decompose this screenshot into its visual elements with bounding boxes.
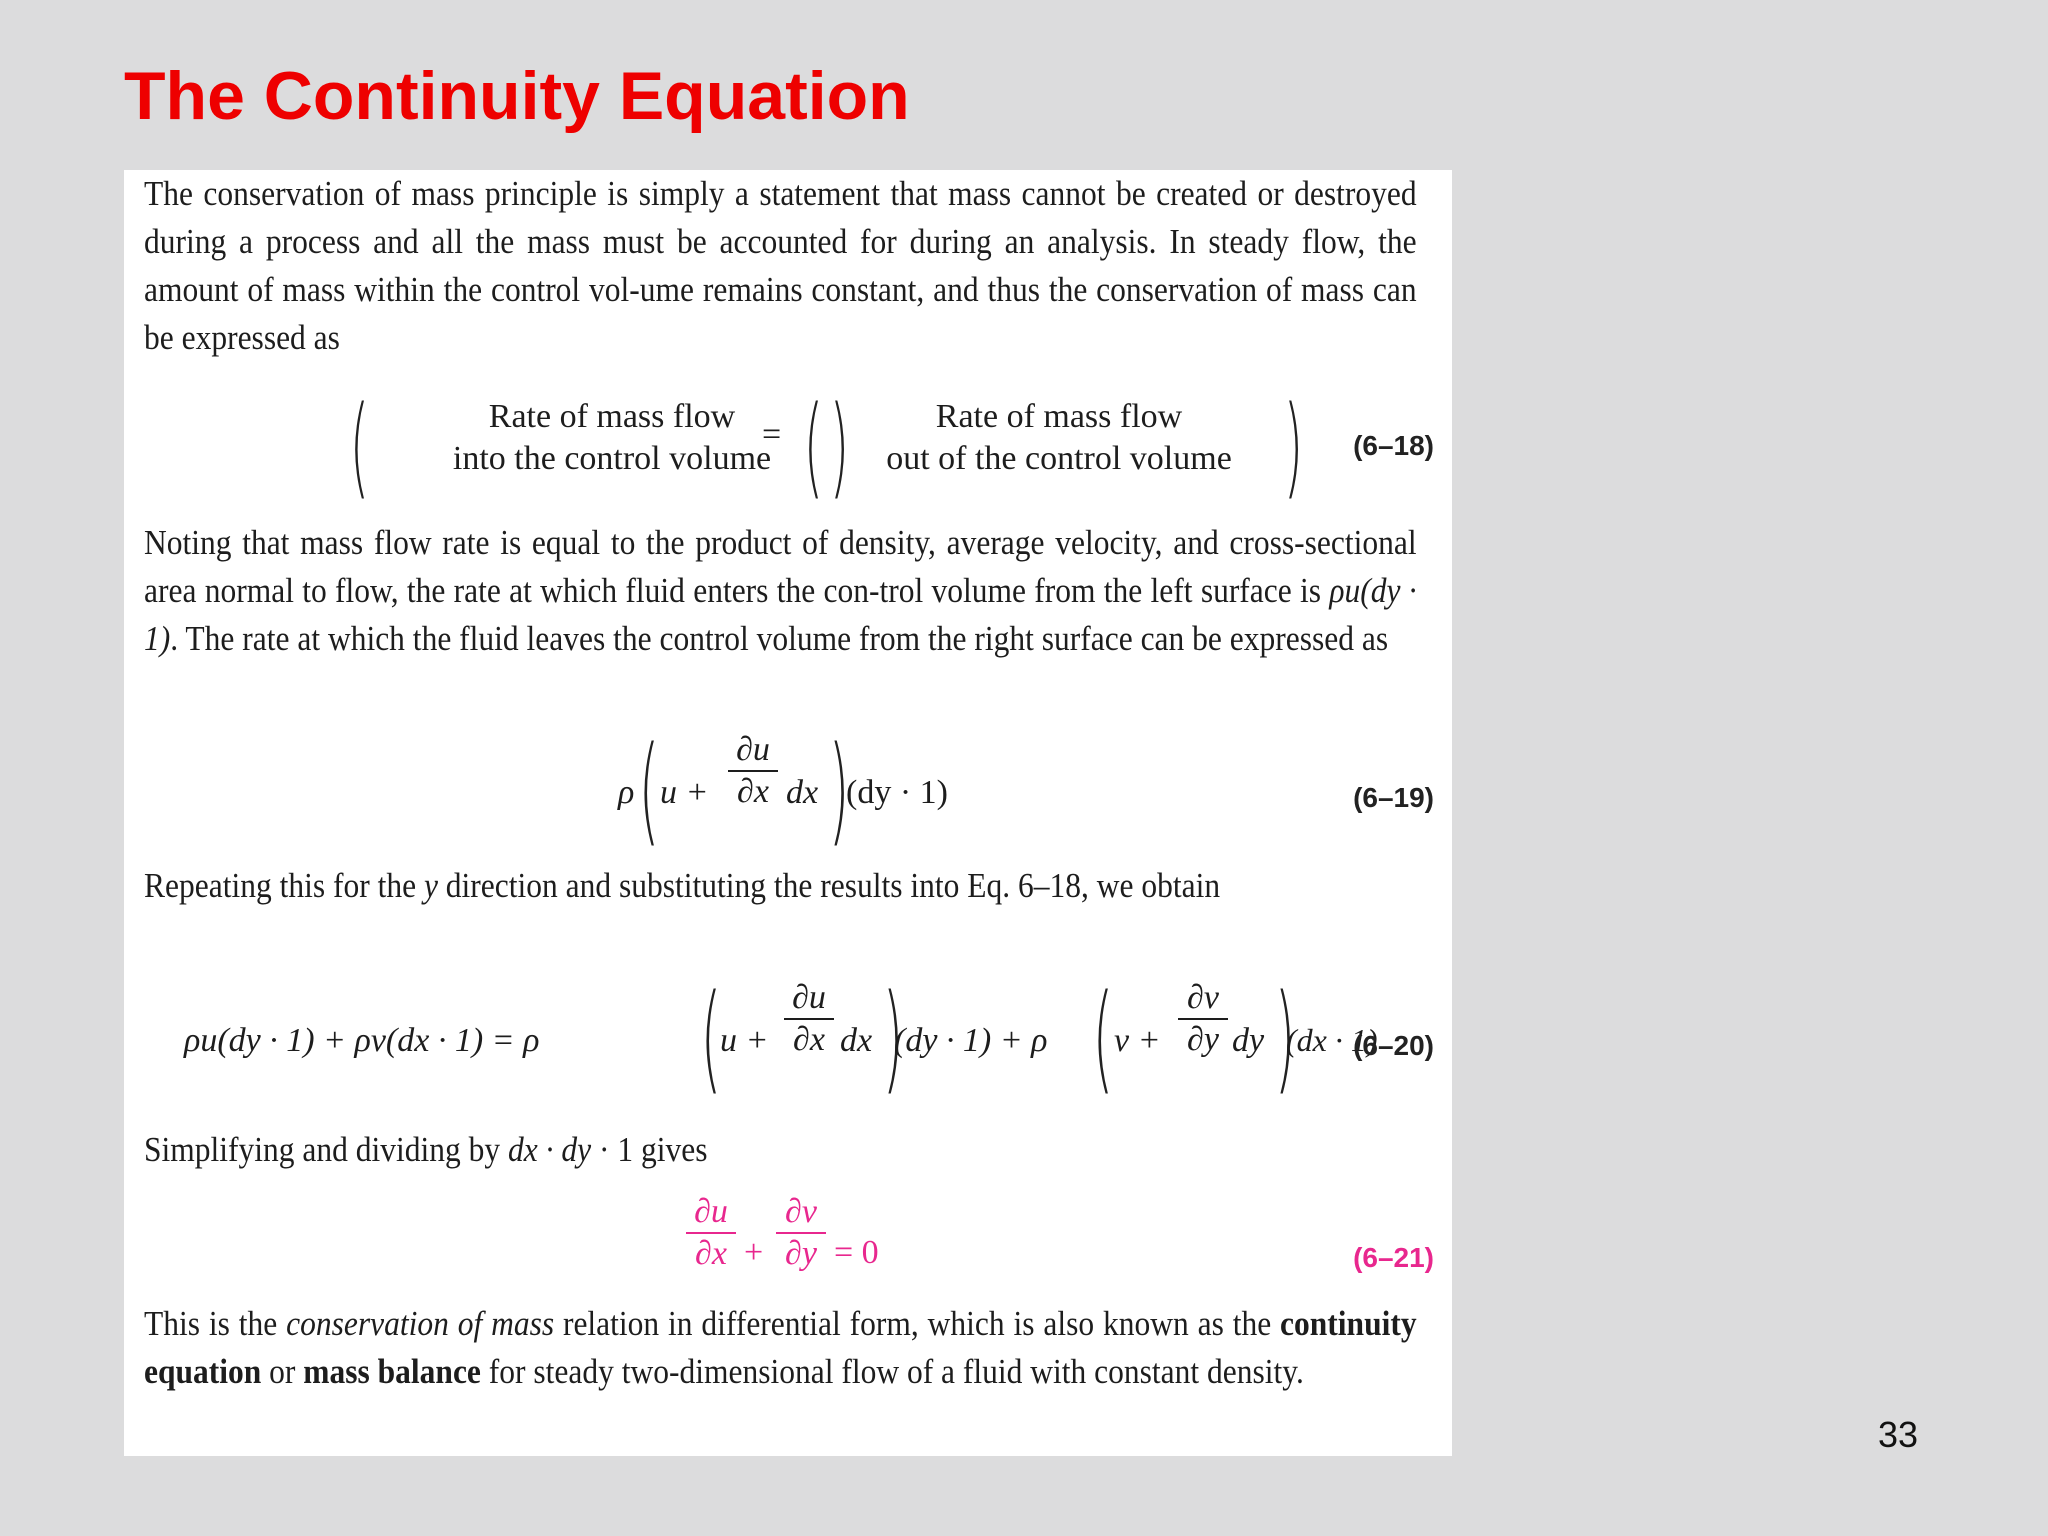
eq618-equals: = [762, 416, 782, 453]
left-paren-icon: ( [700, 968, 722, 1106]
paragraph-conservation-intro: The conservation of mass principle is simply a statement that mass cannot be created or destroyed during a process and all the mass must be accounted for during an analysis. In steady flow, the amount of mass within the control vol-ume remains constant, and thus the conservation of mass can be expressed as [144, 174, 1417, 357]
eq619-number: (6–19) [1353, 782, 1434, 813]
paragraph-continuity-definition: This is the conservation of mass relation in differential form, which is also known as the continuity equation or mass balance for steady two-dimensional flow of a fluid with constant density. [144, 1304, 1417, 1391]
equation-6-18 [124, 382, 1452, 510]
paragraph-y-direction: Repeating this for the y direction and substituting the results into Eq. 6–18, we obtain [144, 866, 1221, 905]
eq618-left-text: Rate of mass flow into the control volume [452, 398, 772, 477]
eq620-number: (6–20) [1353, 1030, 1434, 1061]
left-paren-icon: ( [803, 382, 824, 510]
fraction-dv-dy: $\frac{\partial v}{\partial y}$ [1178, 978, 1228, 1060]
right-paren-icon: ) [1283, 382, 1304, 510]
right-paren-icon: ) [829, 382, 850, 510]
slide-title: The Continuity Equation [124, 58, 910, 134]
fraction-du-dx: $\frac{\partial u}{\partial x}$ [686, 1192, 736, 1274]
eq621-number: (6–21) [1353, 1242, 1434, 1273]
left-paren-icon: ( [638, 720, 660, 858]
left-paren-icon: ( [1092, 968, 1114, 1106]
equation-6-21: $\frac{\partial u}{\partial x}$ + $\frac{\partial v}{\partial y}$ = 0 (6–21) [124, 1192, 1452, 1302]
right-paren-icon: ) [828, 720, 850, 858]
equation-6-20: ρu(dy · 1) + ρv(dx · 1) = ρ ( u + $\frac{\partial u}{\partial x}$ dx ) (dy · 1) + ρ ( v + $\frac{\partial v}{\partial y}$ dy ) (dx · 1) (6–20) [184, 968, 1434, 1106]
right-paren-icon: ) [1274, 968, 1296, 1106]
equation-6-19: ρ ( u + $\frac{\partial u}{\partial x}$ dx ) (dy · 1) (6–19) [618, 720, 1434, 858]
textbook-excerpt [124, 170, 1452, 1456]
fraction-du-dx: $\frac{\partial u}{\partial x}$ [728, 730, 778, 812]
eq618-number: (6–18) [1353, 430, 1434, 461]
fraction-dv-dy: $\frac{\partial v}{\partial y}$ [776, 1192, 826, 1274]
right-paren-icon: ) [882, 968, 904, 1106]
page-number: 33 [1878, 1414, 1919, 1455]
left-paren-icon: ( [349, 382, 370, 510]
paragraph-mass-flow: Noting that mass flow rate is equal to the product of density, average velocity, and cross-sectional area normal to flow, the rate at which fluid enters the con-trol volume from the left surface is ρu(dy · 1). The rate at which the fluid leaves the control volume from the right surface can be expressed as [144, 523, 1417, 658]
fraction-du-dx: $\frac{\partial u}{\partial x}$ [784, 978, 834, 1060]
eq618-right-text: Rate of mass flow out of the control volume [886, 398, 1232, 477]
paragraph-simplifying: Simplifying and dividing by dx · dy · 1 gives [144, 1130, 708, 1169]
